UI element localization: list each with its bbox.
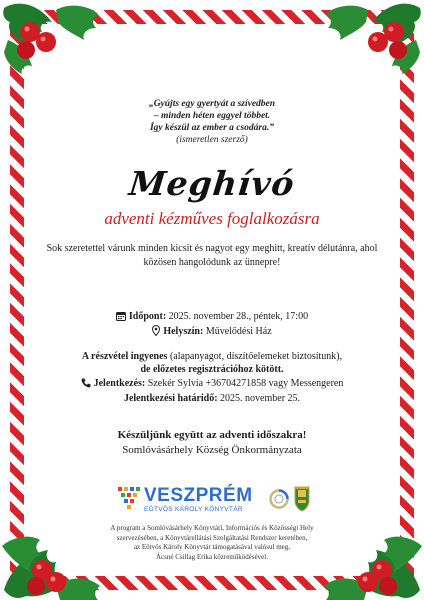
date-row [24, 310, 400, 325]
library-logo-mark-icon [118, 487, 140, 509]
date-label: Időpont: [128, 311, 167, 322]
location-pin-icon [152, 325, 160, 340]
deadline-value: 2025. november 25. [217, 393, 301, 404]
quote-line-2: – minden héten eggyel többet. [153, 111, 271, 121]
apply-label: Jelentkezés: [93, 378, 146, 389]
quote-line-3: Így készül az ember a csodára.” [149, 123, 275, 133]
intro-text: Sok szeretettel várunk minden kicsit és nagyot egy meghitt, kreatív délutánra, ahol közösen hangolódunk az ünnepre! [46, 243, 378, 268]
quote-author: (ismeretlen szerző) [176, 135, 248, 145]
registration-note: de előzetes regisztrációhoz kötött. [140, 364, 284, 375]
calendar-icon [116, 311, 126, 325]
date-value: 2025. november 28., péntek, 17:00 [166, 311, 309, 322]
registration-note-row [24, 363, 400, 376]
page-subtitle: adventi kézműves foglalkozásra [104, 209, 320, 228]
closing-line-2: Somlóvásárhely Község Önkormányzata [122, 444, 302, 456]
apply-value: Szekér Sylvia +36704271858 vagy Messengeren [145, 378, 344, 389]
footer-line-2: szervezésében, a Könyvtárellátási Szolgáltatási Rendszer keretében, [116, 533, 308, 542]
deadline-row [24, 392, 400, 405]
library-logo-subtitle: EÖTVÖS KÁROLY KÖNYVTÁR [144, 506, 243, 513]
closing-block [24, 428, 400, 458]
deadline-label: Jelentkezési határidő: [123, 393, 218, 404]
library-logo [118, 484, 268, 518]
footer-credits [54, 524, 370, 562]
apply-row [24, 377, 400, 392]
logo-row [118, 484, 308, 518]
village-coat-of-arms [294, 486, 310, 517]
place-label: Helyszín: [163, 326, 204, 337]
place-value: Művelődési Ház [203, 326, 272, 337]
ksz-ring-logo [268, 488, 290, 515]
library-logo-name: VESZPRÉM [144, 485, 253, 506]
participation-row [24, 350, 400, 363]
footer-line-1: A program a Somlóvásárhely Könyvtári, Információs és Közösségi Hely [110, 524, 314, 532]
invitation-content [24, 24, 400, 576]
quote-block [24, 98, 400, 146]
footer-line-4: Ácsné Csillag Erika közreműködésével. [156, 552, 268, 561]
quote-line-1: „Gyújts egy gyertyát a szívedben [148, 99, 276, 109]
place-row [24, 325, 400, 340]
closing-line-1: Készüljünk együtt az adventi időszakra! [117, 429, 307, 441]
phone-icon [81, 378, 91, 392]
free-label: A részvétel ingyenes [81, 351, 168, 362]
page-title: Meghívó [127, 164, 297, 203]
footer-line-3: az Eötvös Károly Könyvtár támogatásával valósul meg, [133, 543, 291, 551]
free-detail: (alapanyagot, díszítőelemeket biztosítunk), [167, 351, 343, 362]
